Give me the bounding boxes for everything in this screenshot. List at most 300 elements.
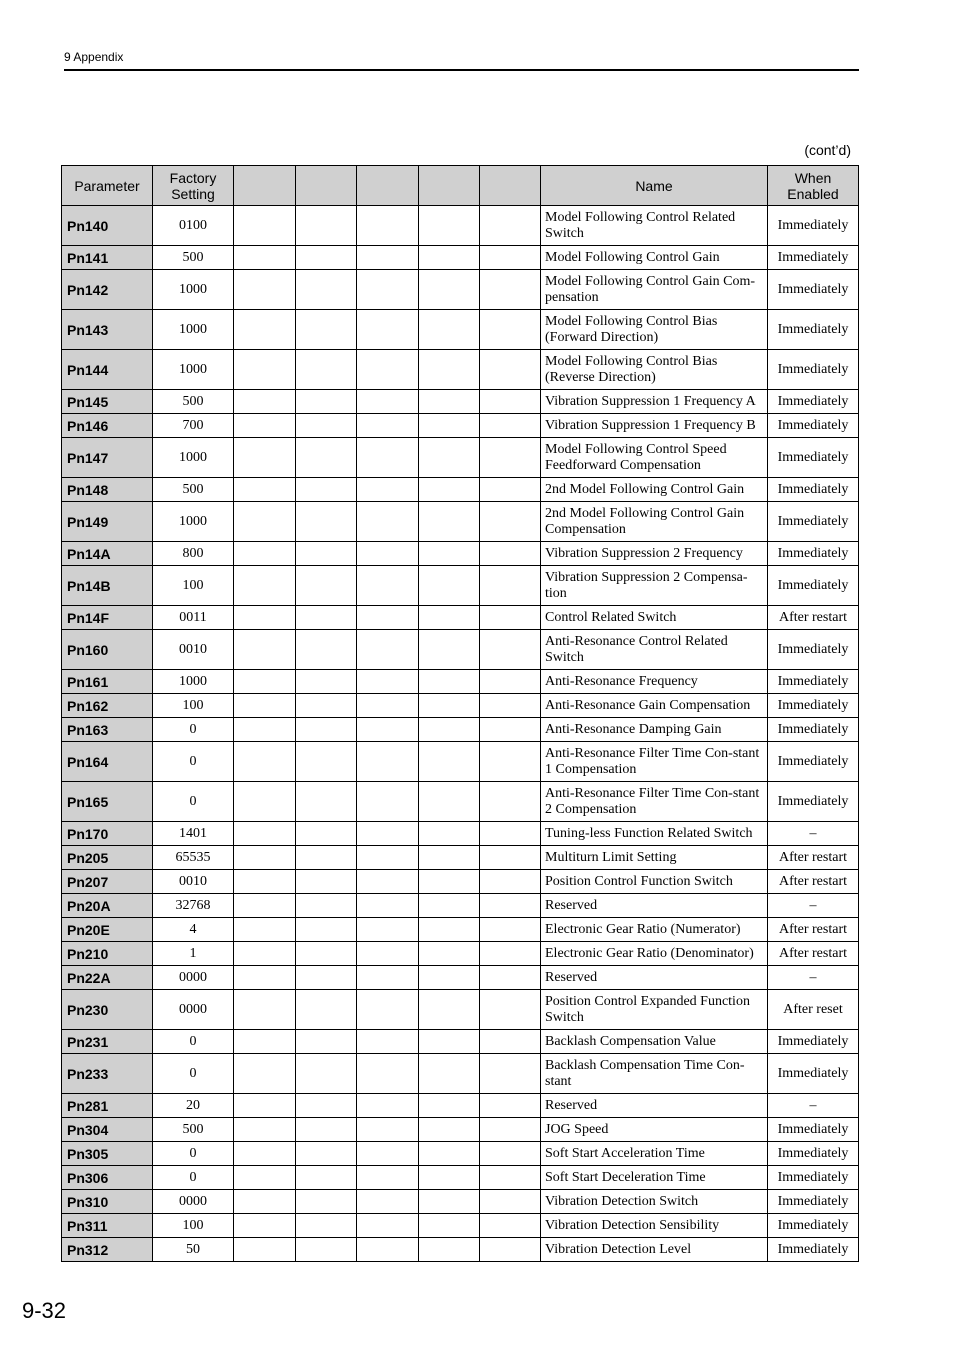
when-enabled-cell: Immediately <box>768 310 859 350</box>
blank-cell <box>296 1166 357 1190</box>
blank-cell <box>419 742 480 782</box>
name-cell: Model Following Control Gain Com-pensation <box>541 270 768 310</box>
blank-cell <box>357 846 419 870</box>
blank-cell <box>480 310 541 350</box>
blank-cell <box>419 1054 480 1094</box>
when-enabled-cell: – <box>768 966 859 990</box>
blank-cell <box>357 742 419 782</box>
blank-cell <box>357 390 419 414</box>
blank-cell <box>357 1166 419 1190</box>
table-row <box>62 350 859 390</box>
parameter-cell: Pn205 <box>62 846 153 870</box>
blank-cell <box>234 310 296 350</box>
when-enabled-cell: Immediately <box>768 502 859 542</box>
blank-cell <box>296 606 357 630</box>
table-row <box>62 270 859 310</box>
blank-cell <box>419 942 480 966</box>
blank-cell <box>480 1118 541 1142</box>
blank-cell <box>419 630 480 670</box>
name-cell: Vibration Suppression 1 Frequency B <box>541 414 768 438</box>
name-cell: Position Control Function Switch <box>541 870 768 894</box>
factory-setting-cell: 0 <box>153 1030 234 1054</box>
blank-cell <box>480 414 541 438</box>
blank-cell <box>357 966 419 990</box>
factory-setting-cell: 500 <box>153 246 234 270</box>
name-cell: Electronic Gear Ratio (Numerator) <box>541 918 768 942</box>
blank-cell <box>296 542 357 566</box>
name-cell: Backlash Compensation Time Con-stant <box>541 1054 768 1094</box>
parameter-cell: Pn14F <box>62 606 153 630</box>
blank-cell <box>480 694 541 718</box>
blank-cell <box>480 942 541 966</box>
blank-cell <box>296 206 357 246</box>
factory-setting-cell: 1 <box>153 942 234 966</box>
blank-cell <box>234 942 296 966</box>
blank-cell <box>234 742 296 782</box>
table-row <box>62 718 859 742</box>
when-enabled-cell: Immediately <box>768 1214 859 1238</box>
name-cell: Vibration Suppression 2 Compensa-tion <box>541 566 768 606</box>
blank-cell <box>357 718 419 742</box>
blank-cell <box>480 350 541 390</box>
blank-cell <box>234 478 296 502</box>
header-blank <box>296 166 357 206</box>
factory-setting-cell: 500 <box>153 390 234 414</box>
factory-setting-cell: 1000 <box>153 670 234 694</box>
factory-setting-cell: 0 <box>153 1166 234 1190</box>
parameter-cell: Pn14B <box>62 566 153 606</box>
blank-cell <box>296 350 357 390</box>
name-cell: Vibration Suppression 1 Frequency A <box>541 390 768 414</box>
blank-cell <box>419 966 480 990</box>
name-cell: Vibration Detection Sensibility <box>541 1214 768 1238</box>
name-cell: Tuning-less Function Related Switch <box>541 822 768 846</box>
when-enabled-cell: Immediately <box>768 1142 859 1166</box>
page-number: 9-32 <box>22 1298 67 1323</box>
blank-cell <box>357 918 419 942</box>
blank-cell <box>296 670 357 694</box>
factory-setting-cell: 1000 <box>153 310 234 350</box>
parameter-cell: Pn306 <box>62 1166 153 1190</box>
blank-cell <box>357 206 419 246</box>
blank-cell <box>234 206 296 246</box>
table-row <box>62 990 859 1030</box>
blank-cell <box>419 502 480 542</box>
blank-cell <box>480 1054 541 1094</box>
factory-setting-cell: 1000 <box>153 270 234 310</box>
parameter-cell: Pn20E <box>62 918 153 942</box>
chapter-header: 9 Appendix <box>64 50 124 64</box>
when-enabled-cell: Immediately <box>768 1238 859 1262</box>
factory-setting-cell: 0010 <box>153 630 234 670</box>
parameter-cell: Pn281 <box>62 1094 153 1118</box>
blank-cell <box>480 502 541 542</box>
parameter-cell: Pn149 <box>62 502 153 542</box>
table-row <box>62 1214 859 1238</box>
blank-cell <box>419 1190 480 1214</box>
blank-cell <box>419 1238 480 1262</box>
blank-cell <box>419 718 480 742</box>
blank-cell <box>296 566 357 606</box>
blank-cell <box>296 1118 357 1142</box>
blank-cell <box>234 822 296 846</box>
blank-cell <box>419 566 480 606</box>
table-row <box>62 942 859 966</box>
blank-cell <box>419 1118 480 1142</box>
when-enabled-cell: Immediately <box>768 270 859 310</box>
blank-cell <box>480 718 541 742</box>
blank-cell <box>419 1030 480 1054</box>
blank-cell <box>296 742 357 782</box>
factory-setting-cell: 0100 <box>153 206 234 246</box>
factory-setting-cell: 4 <box>153 918 234 942</box>
blank-cell <box>234 846 296 870</box>
blank-cell <box>234 502 296 542</box>
name-cell: Model Following Control Related Switch <box>541 206 768 246</box>
name-cell: Backlash Compensation Value <box>541 1030 768 1054</box>
table-row <box>62 438 859 478</box>
name-cell: Anti-Resonance Filter Time Con-stant 1 Compensation <box>541 742 768 782</box>
name-cell: Vibration Detection Switch <box>541 1190 768 1214</box>
blank-cell <box>419 478 480 502</box>
blank-cell <box>480 918 541 942</box>
blank-cell <box>296 1214 357 1238</box>
blank-cell <box>357 822 419 846</box>
factory-setting-cell: 0 <box>153 742 234 782</box>
blank-cell <box>419 1166 480 1190</box>
parameter-cell: Pn304 <box>62 1118 153 1142</box>
factory-setting-cell: 1000 <box>153 502 234 542</box>
blank-cell <box>296 246 357 270</box>
table-row <box>62 206 859 246</box>
factory-setting-cell: 50 <box>153 1238 234 1262</box>
blank-cell <box>480 782 541 822</box>
blank-cell <box>296 1238 357 1262</box>
blank-cell <box>234 990 296 1030</box>
name-cell: Electronic Gear Ratio (Denominator) <box>541 942 768 966</box>
table-row <box>62 1030 859 1054</box>
header-factory-setting: Factory Setting <box>153 166 234 206</box>
when-enabled-cell: Immediately <box>768 1054 859 1094</box>
blank-cell <box>357 670 419 694</box>
table-row <box>62 310 859 350</box>
blank-cell <box>419 1094 480 1118</box>
parameter-cell: Pn142 <box>62 270 153 310</box>
blank-cell <box>296 822 357 846</box>
blank-cell <box>419 270 480 310</box>
factory-setting-cell: 0011 <box>153 606 234 630</box>
parameter-cell: Pn22A <box>62 966 153 990</box>
parameter-cell: Pn305 <box>62 1142 153 1166</box>
factory-setting-cell: 1401 <box>153 822 234 846</box>
header-blank <box>234 166 296 206</box>
when-enabled-cell: Immediately <box>768 1030 859 1054</box>
blank-cell <box>357 606 419 630</box>
name-cell: Anti-Resonance Control Related Switch <box>541 630 768 670</box>
factory-setting-cell: 20 <box>153 1094 234 1118</box>
blank-cell <box>296 502 357 542</box>
when-enabled-cell: Immediately <box>768 478 859 502</box>
name-cell: Anti-Resonance Filter Time Con-stant 2 Compensation <box>541 782 768 822</box>
name-cell: Anti-Resonance Frequency <box>541 670 768 694</box>
blank-cell <box>234 1142 296 1166</box>
name-cell: Multiturn Limit Setting <box>541 846 768 870</box>
name-cell: Model Following Control Bias (Reverse Direction) <box>541 350 768 390</box>
blank-cell <box>234 606 296 630</box>
name-cell: Model Following Control Gain <box>541 246 768 270</box>
blank-cell <box>234 918 296 942</box>
blank-cell <box>480 270 541 310</box>
when-enabled-cell: Immediately <box>768 782 859 822</box>
name-cell: Reserved <box>541 966 768 990</box>
name-cell: Reserved <box>541 894 768 918</box>
blank-cell <box>296 1190 357 1214</box>
blank-cell <box>296 718 357 742</box>
parameter-cell: Pn14A <box>62 542 153 566</box>
table-row <box>62 414 859 438</box>
name-cell: Soft Start Deceleration Time <box>541 1166 768 1190</box>
table-row <box>62 566 859 606</box>
when-enabled-cell: After reset <box>768 990 859 1030</box>
blank-cell <box>234 390 296 414</box>
blank-cell <box>357 870 419 894</box>
header-blank <box>419 166 480 206</box>
parameter-cell: Pn170 <box>62 822 153 846</box>
when-enabled-cell: Immediately <box>768 694 859 718</box>
blank-cell <box>357 1030 419 1054</box>
blank-cell <box>296 942 357 966</box>
blank-cell <box>419 390 480 414</box>
blank-cell <box>480 478 541 502</box>
factory-setting-cell: 0000 <box>153 1190 234 1214</box>
header-blank <box>480 166 541 206</box>
blank-cell <box>419 990 480 1030</box>
table-row <box>62 246 859 270</box>
blank-cell <box>480 1214 541 1238</box>
table-row <box>62 1190 859 1214</box>
blank-cell <box>357 894 419 918</box>
blank-cell <box>296 1142 357 1166</box>
table-row <box>62 606 859 630</box>
when-enabled-cell: Immediately <box>768 390 859 414</box>
factory-setting-cell: 1000 <box>153 350 234 390</box>
blank-cell <box>480 846 541 870</box>
parameter-cell: Pn231 <box>62 1030 153 1054</box>
blank-cell <box>480 438 541 478</box>
blank-cell <box>234 1238 296 1262</box>
factory-setting-cell: 0 <box>153 1142 234 1166</box>
table-row <box>62 782 859 822</box>
when-enabled-cell: After restart <box>768 942 859 966</box>
when-enabled-cell: Immediately <box>768 742 859 782</box>
blank-cell <box>419 694 480 718</box>
parameter-cell: Pn20A <box>62 894 153 918</box>
parameter-cell: Pn160 <box>62 630 153 670</box>
blank-cell <box>296 1030 357 1054</box>
parameter-cell: Pn207 <box>62 870 153 894</box>
table-row <box>62 694 859 718</box>
when-enabled-cell: Immediately <box>768 438 859 478</box>
when-enabled-cell: After restart <box>768 606 859 630</box>
blank-cell <box>296 390 357 414</box>
blank-cell <box>234 566 296 606</box>
table-row <box>62 742 859 782</box>
blank-cell <box>234 630 296 670</box>
blank-cell <box>357 478 419 502</box>
blank-cell <box>357 694 419 718</box>
blank-cell <box>480 822 541 846</box>
header-when-enabled: When Enabled <box>768 166 859 206</box>
blank-cell <box>480 246 541 270</box>
blank-cell <box>419 438 480 478</box>
blank-cell <box>480 966 541 990</box>
header-name: Name <box>541 166 768 206</box>
parameter-cell: Pn143 <box>62 310 153 350</box>
blank-cell <box>480 1166 541 1190</box>
table-row <box>62 670 859 694</box>
table-row <box>62 870 859 894</box>
blank-cell <box>419 670 480 694</box>
parameter-cell: Pn146 <box>62 414 153 438</box>
blank-cell <box>480 1238 541 1262</box>
blank-cell <box>296 894 357 918</box>
blank-cell <box>234 1190 296 1214</box>
name-cell: Soft Start Acceleration Time <box>541 1142 768 1166</box>
when-enabled-cell: After restart <box>768 870 859 894</box>
blank-cell <box>296 1094 357 1118</box>
blank-cell <box>480 206 541 246</box>
factory-setting-cell: 1000 <box>153 438 234 478</box>
blank-cell <box>234 782 296 822</box>
when-enabled-cell: Immediately <box>768 718 859 742</box>
blank-cell <box>480 630 541 670</box>
parameter-cell: Pn310 <box>62 1190 153 1214</box>
factory-setting-cell: 800 <box>153 542 234 566</box>
blank-cell <box>480 1190 541 1214</box>
blank-cell <box>419 1142 480 1166</box>
when-enabled-cell: Immediately <box>768 566 859 606</box>
table-row <box>62 1054 859 1094</box>
table-row <box>62 502 859 542</box>
blank-cell <box>357 350 419 390</box>
blank-cell <box>296 630 357 670</box>
when-enabled-cell: – <box>768 894 859 918</box>
parameter-cell: Pn141 <box>62 246 153 270</box>
blank-cell <box>296 846 357 870</box>
blank-cell <box>419 414 480 438</box>
factory-setting-cell: 700 <box>153 414 234 438</box>
blank-cell <box>296 918 357 942</box>
blank-cell <box>357 1142 419 1166</box>
blank-cell <box>480 606 541 630</box>
table-row <box>62 894 859 918</box>
blank-cell <box>357 1214 419 1238</box>
blank-cell <box>480 670 541 694</box>
blank-cell <box>419 606 480 630</box>
parameter-cell: Pn230 <box>62 990 153 1030</box>
blank-cell <box>357 414 419 438</box>
parameter-cell: Pn163 <box>62 718 153 742</box>
blank-cell <box>357 1190 419 1214</box>
parameter-cell: Pn161 <box>62 670 153 694</box>
blank-cell <box>480 390 541 414</box>
blank-cell <box>234 1054 296 1094</box>
table-row <box>62 390 859 414</box>
blank-cell <box>357 310 419 350</box>
table-row <box>62 478 859 502</box>
blank-cell <box>234 1118 296 1142</box>
table-row <box>62 542 859 566</box>
factory-setting-cell: 500 <box>153 1118 234 1142</box>
blank-cell <box>480 566 541 606</box>
blank-cell <box>357 502 419 542</box>
parameter-cell: Pn311 <box>62 1214 153 1238</box>
blank-cell <box>234 542 296 566</box>
name-cell: Model Following Control Speed Feedforward Compensation <box>541 438 768 478</box>
parameter-cell: Pn162 <box>62 694 153 718</box>
blank-cell <box>419 822 480 846</box>
name-cell: Anti-Resonance Damping Gain <box>541 718 768 742</box>
factory-setting-cell: 100 <box>153 566 234 606</box>
name-cell: Reserved <box>541 1094 768 1118</box>
blank-cell <box>296 782 357 822</box>
parameter-cell: Pn312 <box>62 1238 153 1262</box>
header-rule <box>64 69 859 71</box>
blank-cell <box>234 438 296 478</box>
blank-cell <box>234 870 296 894</box>
name-cell: Vibration Suppression 2 Frequency <box>541 542 768 566</box>
table-row <box>62 1238 859 1262</box>
blank-cell <box>357 1118 419 1142</box>
blank-cell <box>480 870 541 894</box>
blank-cell <box>296 870 357 894</box>
when-enabled-cell: Immediately <box>768 350 859 390</box>
when-enabled-cell: Immediately <box>768 670 859 694</box>
name-cell: JOG Speed <box>541 1118 768 1142</box>
blank-cell <box>480 1094 541 1118</box>
blank-cell <box>296 966 357 990</box>
factory-setting-cell: 0000 <box>153 966 234 990</box>
blank-cell <box>296 310 357 350</box>
when-enabled-cell: Immediately <box>768 1118 859 1142</box>
blank-cell <box>234 414 296 438</box>
parameter-cell: Pn210 <box>62 942 153 966</box>
when-enabled-cell: Immediately <box>768 206 859 246</box>
blank-cell <box>296 478 357 502</box>
blank-cell <box>419 542 480 566</box>
blank-cell <box>234 350 296 390</box>
blank-cell <box>419 918 480 942</box>
name-cell: 2nd Model Following Control Gain <box>541 478 768 502</box>
table-row <box>62 1094 859 1118</box>
blank-cell <box>234 966 296 990</box>
blank-cell <box>296 270 357 310</box>
blank-cell <box>419 246 480 270</box>
blank-cell <box>234 670 296 694</box>
header-parameter: Parameter <box>62 166 153 206</box>
table-row <box>62 1142 859 1166</box>
blank-cell <box>480 542 541 566</box>
blank-cell <box>419 782 480 822</box>
factory-setting-cell: 0 <box>153 782 234 822</box>
parameter-table <box>61 165 859 1262</box>
name-cell: Control Related Switch <box>541 606 768 630</box>
blank-cell <box>296 1054 357 1094</box>
blank-cell <box>234 270 296 310</box>
blank-cell <box>234 894 296 918</box>
factory-setting-cell: 32768 <box>153 894 234 918</box>
when-enabled-cell: After restart <box>768 918 859 942</box>
